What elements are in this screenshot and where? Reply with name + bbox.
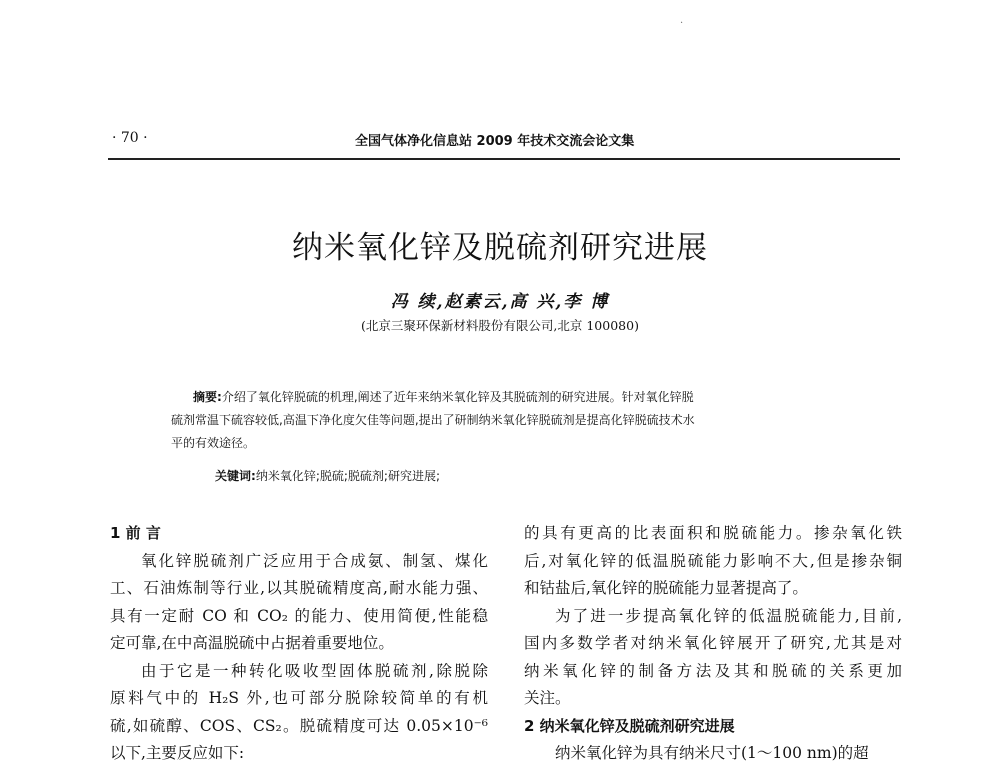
left-column bbox=[110, 520, 488, 768]
page-number: · 70 · bbox=[112, 130, 148, 146]
authors: 冯 续,赵素云,高 兴,李 博 bbox=[390, 292, 610, 312]
abstract-label: 摘要: bbox=[193, 390, 222, 404]
paragraph-line: 的具有更高的比表面积和脱硫能力。掺杂氧化铁 bbox=[524, 524, 902, 542]
right-column bbox=[524, 520, 902, 768]
header-rule bbox=[108, 158, 900, 160]
paragraph-line: 纳米氧化锌的制备方法及其和脱硫的关系更加 bbox=[524, 661, 902, 680]
paragraph-line: 氧化锌脱硫剂广泛应用于合成氨、制氢、煤化 bbox=[141, 551, 488, 570]
paragraph-line: 具有一定耐 CO 和 CO₂ 的能力、使用简便,性能稳 bbox=[110, 606, 488, 625]
paragraph-line: 硫,如硫醇、COS、CS₂。脱硫精度可达 0.05×10⁻⁶ bbox=[110, 716, 488, 735]
keywords-text: 纳米氧化锌;脱硫;脱硫剂;研究进展; bbox=[255, 469, 440, 483]
paragraph-line: 和钴盐后,氧化锌的脱硫能力显著提高了。 bbox=[524, 579, 808, 597]
abstract-line-1: 摘要:介绍了氧化锌脱硫的机理,阐述了近年来纳米氧化锌及其脱硫剂的研究进展。针对氧化锌脱 bbox=[193, 390, 694, 404]
paragraph-line: 由于它是一种转化吸收型固体脱硫剂,除脱除 bbox=[141, 661, 488, 680]
paragraph-line: 关注。 bbox=[524, 689, 571, 707]
paragraph-line: 国内多数学者对纳米氧化锌展开了研究,尤其是对 bbox=[524, 634, 902, 652]
paragraph-line: 定可靠,在中高温脱硫中占据着重要地位。 bbox=[110, 634, 394, 652]
keywords-label: 关键词: bbox=[215, 469, 256, 483]
abstract-line-2: 硫剂常温下硫容较低,高温下净化度欠佳等问题,提出了研制纳米氧化锌脱硫剂是提高化锌脱硫技术水 bbox=[171, 413, 695, 427]
abstract bbox=[171, 386, 853, 455]
running-header: 全国气体净化信息站 2009 年技术交流会论文集 bbox=[355, 134, 635, 149]
paragraph-line: 为了进一步提高氧化锌的低温脱硫能力,目前, bbox=[555, 606, 902, 625]
abstract-line-3: 平的有效途径。 bbox=[171, 436, 256, 450]
stray-mark: · bbox=[680, 18, 684, 29]
keywords bbox=[215, 467, 440, 484]
paragraph-line: 原料气中的 H₂S 外,也可部分脱除较简单的有机 bbox=[110, 689, 488, 707]
paragraph-line: 以下,主要反应如下: bbox=[110, 744, 245, 762]
paper-title: 纳米氧化锌及脱硫剂研究进展 bbox=[292, 230, 708, 266]
section-1-heading: 1 前 言 bbox=[110, 524, 161, 542]
paragraph-line: 工、石油炼制等行业,以其脱硫精度高,耐水能力强、 bbox=[110, 579, 488, 597]
section-2-heading: 2 纳米氧化锌及脱硫剂研究进展 bbox=[524, 716, 735, 735]
paragraph-line: 后,对氧化锌的低温脱硫能力影响不大,但是掺杂铜 bbox=[524, 551, 902, 570]
paragraph-line: 纳米氧化锌为具有纳米尺寸(1～100 nm)的超 bbox=[555, 744, 869, 762]
affiliation: (北京三聚环保新材料股份有限公司,北京 100080) bbox=[361, 318, 639, 333]
